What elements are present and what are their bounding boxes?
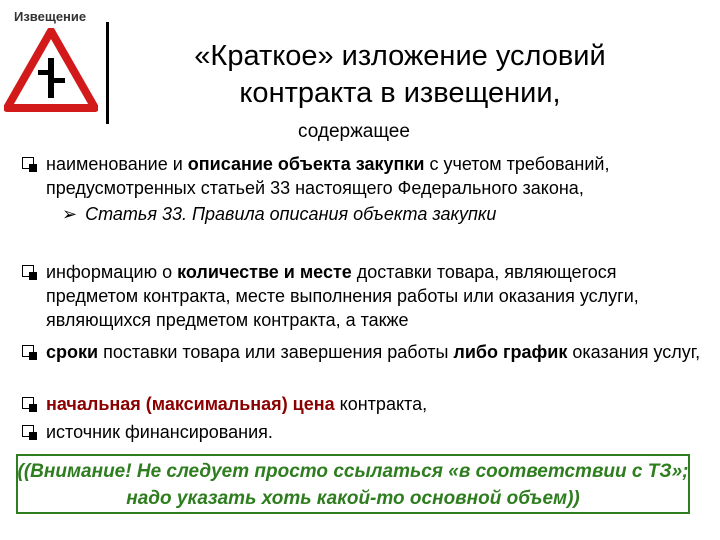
list-item-text bbox=[46, 152, 702, 200]
list-item bbox=[22, 152, 702, 200]
sub-item-text: Статья 33. Правила описания объекта закупки bbox=[85, 204, 497, 224]
list-item-part: поставки товара или завершения работы bbox=[98, 342, 454, 362]
arrow-bullet-icon: ➢ bbox=[62, 204, 78, 224]
slide-title: «Краткое» изложение условий контракта в извещении, bbox=[194, 40, 606, 109]
checkbox-bullet-icon bbox=[22, 345, 34, 357]
list-item-part: количестве и месте bbox=[177, 262, 352, 282]
list-item-text bbox=[46, 260, 702, 332]
list-item-part: сроки bbox=[46, 342, 99, 362]
checkbox-bullet-icon bbox=[22, 425, 34, 437]
corner-label: Извещение bbox=[14, 9, 87, 24]
checkbox-bullet-icon bbox=[22, 157, 34, 169]
list-item-part: источник финансирования. bbox=[46, 422, 273, 442]
list-item-text bbox=[46, 340, 702, 364]
list-item bbox=[22, 340, 702, 364]
list-item-part: доставки товара, являющегося предметом контракта, месте выполнения работы или оказания услуги, являющихся предметом контракта, а также bbox=[46, 262, 639, 330]
list-item bbox=[22, 260, 702, 332]
notice-text: ((Внимание! Не следует просто ссылаться «в соответствии с ТЗ»; надо указать хоть какой-то основной объем)) bbox=[17, 461, 689, 509]
warning-sign-icon bbox=[4, 28, 98, 112]
list-item bbox=[22, 392, 702, 416]
checkbox-bullet-icon bbox=[22, 265, 34, 277]
list-item-part: информацию о bbox=[46, 262, 178, 282]
list-item-part: оказания услуг, bbox=[567, 342, 701, 362]
list-item-part: наименование и bbox=[46, 154, 188, 174]
list-item bbox=[22, 420, 702, 444]
sub-item bbox=[62, 202, 496, 226]
checkbox-bullet-icon bbox=[22, 397, 34, 409]
list-item-part: контракта, bbox=[334, 394, 428, 414]
list-item-part: описание объекта закупки bbox=[187, 154, 425, 174]
list-item-part: с учетом требований, предусмотренных статьей 33 настоящего Федерального закона, bbox=[46, 154, 610, 198]
list-item-text bbox=[46, 392, 702, 416]
list-item-text bbox=[46, 420, 702, 444]
list-item-part: либо график bbox=[453, 342, 568, 362]
vertical-divider bbox=[106, 22, 109, 124]
slide-subtitle: содержащее bbox=[298, 121, 410, 142]
list-item-part: начальная (максимальная) цена bbox=[46, 394, 335, 414]
